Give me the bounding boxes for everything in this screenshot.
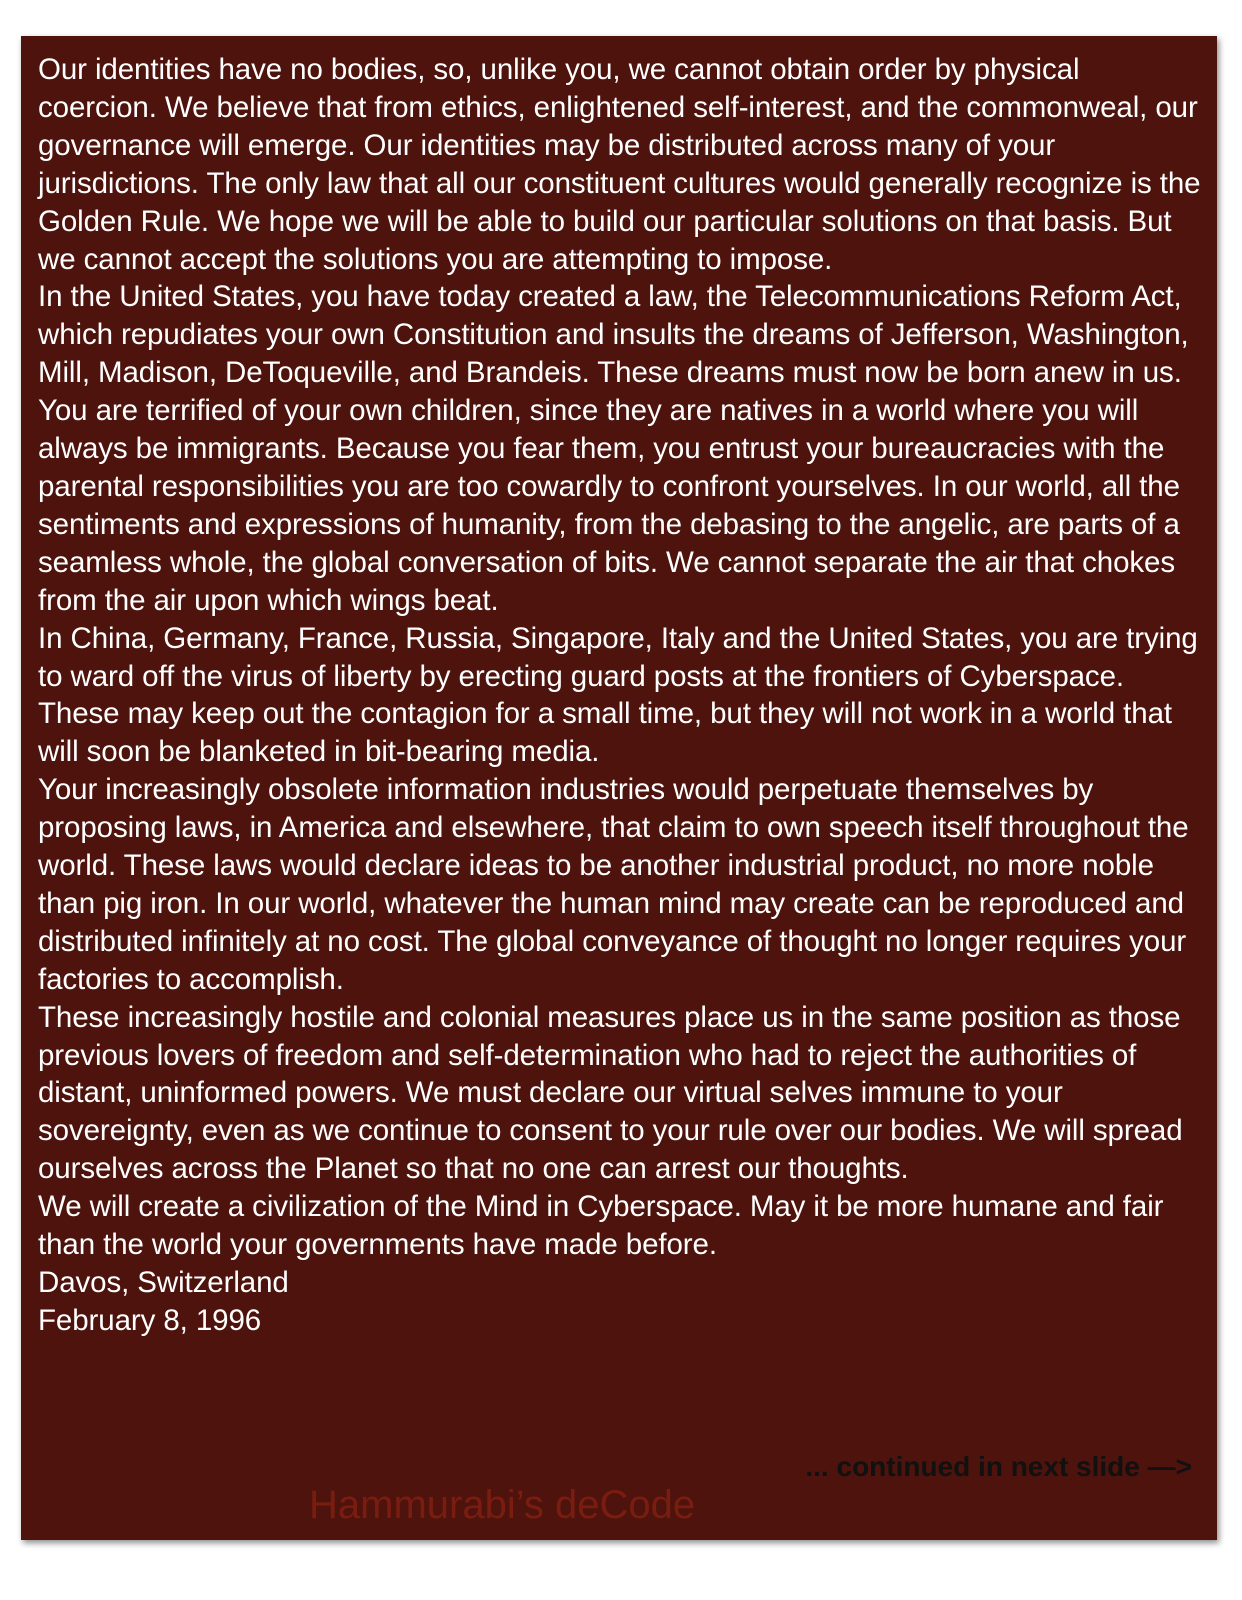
slide-body-text — [38, 51, 1203, 1340]
slide-panel — [21, 36, 1217, 1540]
paragraph-information-industries: Your increasingly obsolete information industries would perpetuate themselves by proposing laws, in America and elsewhere, that claim to own speech itself throughout the world. These laws would declare ideas to be another industrial product, no more noble than pig iron. In our world, whatever the human mind may create can be reproduced and distributed infinitely at no cost. The global conveyance of thought no longer requires your factories to accomplish. — [38, 773, 1189, 996]
paragraph-telecommunications-act: In the United States, you have today created a law, the Telecommunications Reform Act, which repudiates your own Constitution and insults the dreams of Jefferson, Washington, Mill, Madison, DeToqueville, and Brandeis. These dreams must now be born anew in us. — [38, 280, 1189, 390]
paragraph-guard-posts: In China, Germany, France, Russia, Singapore, Italy and the United States, you are trying to ward off the virus of liberty by erecting guard posts at the frontiers of Cyberspace. These may keep out the contagion for a small time, but they will not work in a world that will soon be blanketed in bit-bearing media. — [38, 621, 1198, 769]
signature-place: Davos, Switzerland — [38, 1266, 289, 1299]
continued-next-slide-label: ... continued in next slide —> — [805, 1451, 1192, 1482]
paragraph-bodies-and-governance: Our identities have no bodies, so, unlike you, we cannot obtain order by physical coercion. We believe that from ethics, enlightened self-interest, and the commonweal, our governance will emerge. Our identities may be distributed across many of your jurisdictions. The only law that all our constituent cultures would generally recognize is the Golden Rule. We hope we will be able to build our particular solutions on that basis. But we cannot accept the solutions you are attempting to impose. — [38, 53, 1201, 276]
watermark-text: Hammurabi’s deCode — [309, 1483, 696, 1527]
paragraph-civilization-of-mind: We will create a civilization of the Mind in Cyberspace. May it be more humane and fair than the world your governments have made before. — [38, 1190, 1164, 1262]
paragraph-colonial-measures: These increasingly hostile and colonial measures place us in the same position as those previous lovers of freedom and self-determination who had to reject the authorities of distant, uninformed powers. We must declare our virtual selves immune to your sovereignty, even as we continue to consent to your rule over our bodies. We will spread ourselves across the Planet so that no one can arrest our thoughts. — [38, 1000, 1183, 1186]
signature-date: February 8, 1996 — [38, 1303, 262, 1337]
paragraph-children-natives: You are terrified of your own children, since they are natives in a world where you will always be immigrants. Because you fear them, you entrust your bureaucracies with the parental responsibilities you are too cowardly to confront yourselves. In our world, all the sentiments and expressions of humanity, from the debasing to the angelic, are parts of a seamless whole, the global conversation of bits. We cannot separate the air that chokes from the air upon which wings beat. — [38, 394, 1180, 617]
